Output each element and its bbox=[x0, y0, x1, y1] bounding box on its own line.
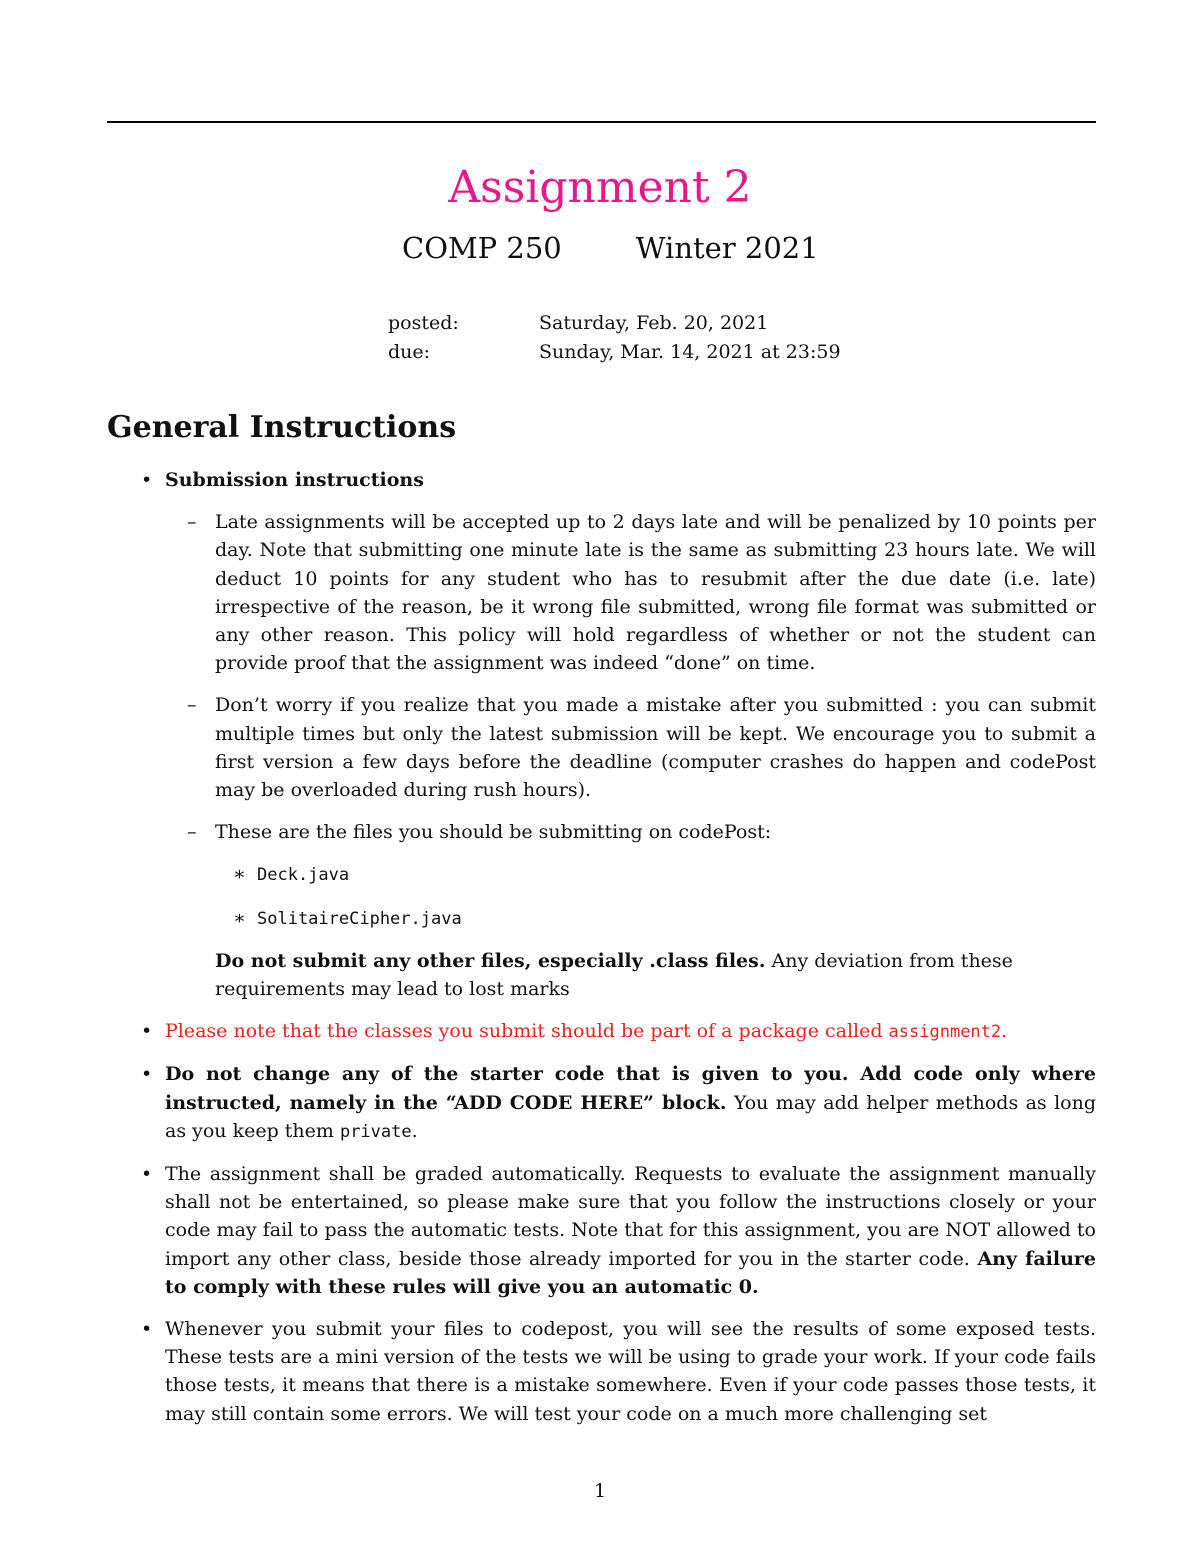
file-name: Deck.java bbox=[257, 865, 350, 886]
package-note-end: . bbox=[1001, 1020, 1008, 1043]
files-warning-bold: Do not submit any other files, especially .class files. bbox=[215, 949, 766, 972]
list-item-submission bbox=[107, 466, 1096, 1003]
files-warning bbox=[165, 947, 1096, 1003]
file-item bbox=[215, 860, 1096, 889]
list-item-grading bbox=[107, 1160, 1096, 1301]
star-icon: ∗ bbox=[233, 863, 246, 886]
page-title: Assignment 2 bbox=[448, 162, 752, 213]
package-name: assignment2 bbox=[888, 1022, 1002, 1043]
star-icon: ∗ bbox=[233, 906, 246, 929]
grading-text: The assignment shall be graded automatically. Requests to evaluate the assignment manually shall not be entertained, so please make sure that you follow the instructions closely or your code may fail to pass the automatic tests. Note that for this assignment, you are NOT allowed to import any other class, beside those already imported for you in the starter code. bbox=[165, 1163, 1096, 1270]
due-value: Sunday, Mar. 14, 2021 at 23:59 bbox=[539, 341, 841, 363]
page-number: 1 bbox=[593, 1480, 607, 1502]
posted-row bbox=[388, 309, 768, 337]
file-name: SolitaireCipher.java bbox=[257, 908, 462, 929]
bullet-icon: • bbox=[141, 1163, 153, 1186]
late-policy-text: Late assignments will be accepted up to 2 days late and will be penalized by 10 points per day. Note that submitting one minute late is the same as submitting 23 hours late. We will deduct 10 points for any student who has to resubmit after the due date (i.e. late) irrespective of the reason, be it wrong file submitted, wrong file format was submitted or any other reason. This policy will hold regardless of whether or not the student can provide proof that the assignment was indeed “done” on time. bbox=[215, 511, 1096, 675]
sub-item-late-policy bbox=[165, 508, 1096, 677]
files-warning-rest: Any deviation from these requirements may lead to lost marks bbox=[215, 949, 1013, 1001]
sub-item-resubmit bbox=[165, 691, 1096, 804]
bullet-icon: • bbox=[141, 469, 153, 491]
dash-icon: – bbox=[187, 821, 197, 844]
posted-label: posted: bbox=[388, 312, 459, 334]
resubmit-text: Don’t worry if you realize that you made a mistake after you submitted : you can submit multiple times but only the latest submission will be kept. We encourage you to submit a first version a few days before the deadline (computer crashes do happen and codePost may be overloaded during rush hours). bbox=[215, 694, 1096, 802]
sub-item-files bbox=[165, 818, 1096, 933]
grading-bold: Any failure to comply with these rules will give you an automatic 0. bbox=[165, 1247, 1096, 1298]
submission-heading: Submission instructions bbox=[165, 469, 424, 491]
list-item-starter-code bbox=[107, 1060, 1096, 1146]
list-item-tests bbox=[107, 1315, 1096, 1428]
list-item-package-note bbox=[107, 1017, 1096, 1046]
instructions-list bbox=[107, 466, 1096, 1442]
starter-code-rest: You may add helper methods as long as you keep them bbox=[165, 1091, 1096, 1142]
tests-text: Whenever you submit your files to codepost, you will see the results of some exposed tests. These tests are a mini version of the tests we will be using to grade your work. If your code fails those tests, it means that there is a mistake somewhere. Even if your code passes those tests, it may still contain some errors. We will test your code on a much more challenging set bbox=[165, 1318, 1096, 1425]
due-row bbox=[388, 338, 841, 366]
course-code: COMP 250 bbox=[402, 231, 562, 265]
private-keyword: private bbox=[339, 1121, 412, 1142]
section-heading: General Instructions bbox=[107, 410, 457, 445]
starter-code-end: . bbox=[411, 1119, 418, 1142]
bullet-icon: • bbox=[141, 1020, 153, 1043]
posted-value: Saturday, Feb. 20, 2021 bbox=[539, 312, 769, 334]
due-label: due: bbox=[388, 341, 431, 363]
bullet-icon: • bbox=[141, 1063, 153, 1086]
starter-code-bold: Do not change any of the starter code that is given to you. Add code only where instructed, namely in the “ADD CODE HERE” block. bbox=[165, 1063, 1096, 1114]
package-note-text: Please note that the classes you submit should be part of a package called bbox=[165, 1020, 889, 1043]
file-item bbox=[215, 904, 1096, 933]
top-rule bbox=[107, 121, 1096, 123]
bullet-icon: • bbox=[141, 1318, 153, 1341]
files-intro-text: These are the files you should be submitting on codePost: bbox=[215, 821, 772, 844]
dash-icon: – bbox=[187, 694, 197, 717]
course-line bbox=[402, 228, 819, 268]
course-term: Winter 2021 bbox=[635, 231, 819, 265]
dash-icon: – bbox=[187, 511, 197, 534]
